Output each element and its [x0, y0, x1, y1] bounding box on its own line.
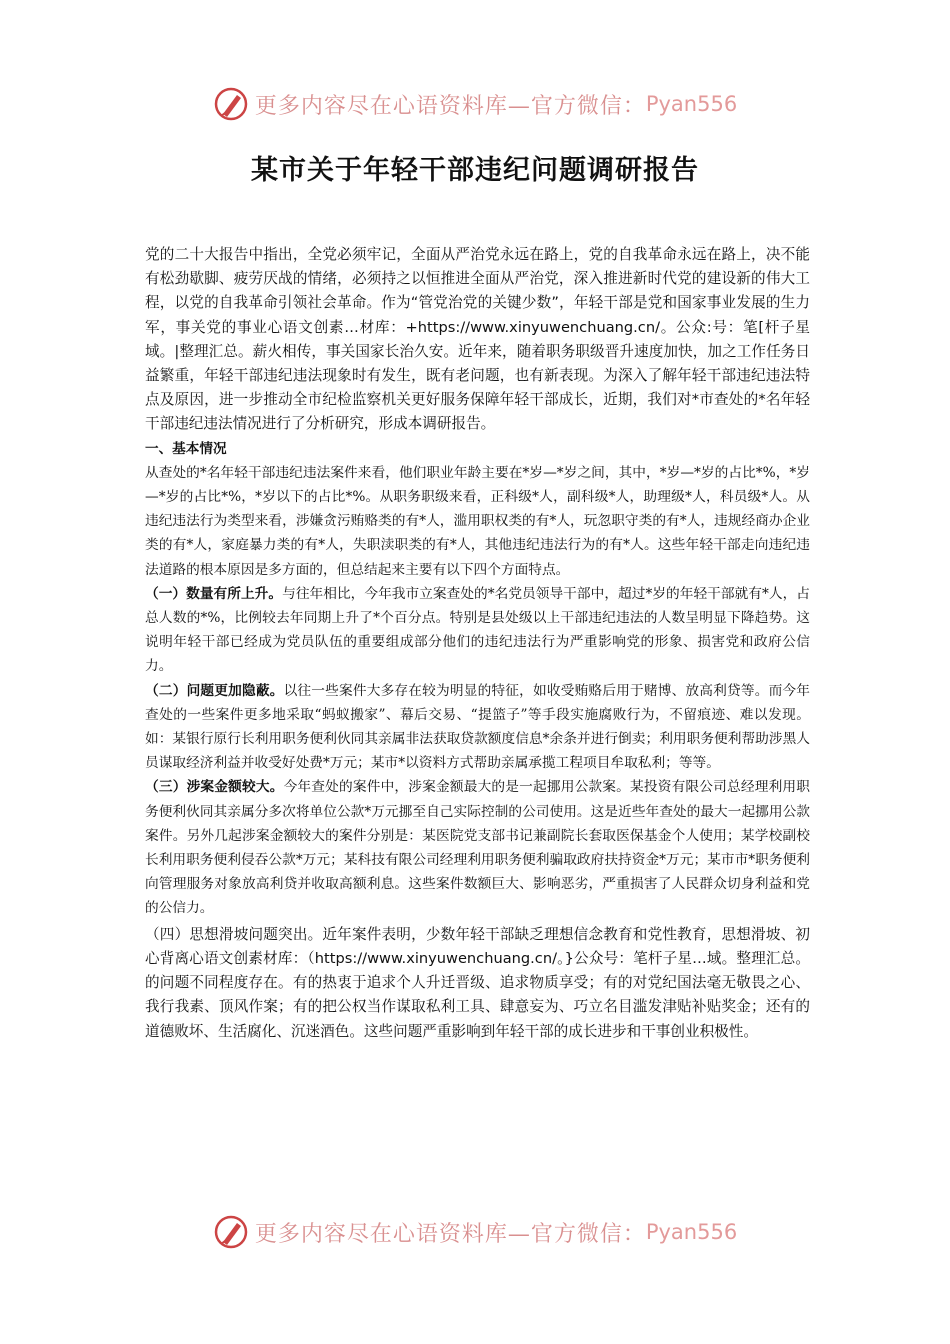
header-watermark-banner [0, 84, 950, 124]
banner-wechat-id: Pyan556 [645, 1220, 738, 1244]
point-one-lead: （一）数量有所上升。 [145, 585, 283, 602]
document-title: 某市关于年轻干部违纪问题调研报告 [251, 155, 699, 186]
point-four-paragraph: （四）思想滑坡问题突出。近年案件表明，少数年轻干部缺乏理想信念教育和党性教育，思想滑坡、初心背离心语文创素材库：（https://www.xinyuwenchuang.cn/。}公众号：笔杆子星…域。整理汇总。的问题不同程度存在。有的热衷于追求个人升迁晋级、追求物质享受；有的对党纪国法毫无敬畏之心、我行我素、顶风作案；有的把公权当作谋取私利工具、肆意妄为、巧立名目滥发津贴补贴奖金；还有的道德败坏、生活腐化、沉迷酒色。这些问题严重影响到年轻干部的成长进步和干事创业积极性。 [145, 925, 810, 1040]
section-basic-paragraph: 从查处的*名年轻干部违纪违法案件来看，他们职业年龄主要在*岁—*岁之间，其中，*岁—*岁的占比*%，*岁—*岁的占比*%，*岁以下的占比*%。从职务职级来看，正科级*人，副科级*人，助理级*人，科员级*人。从违纪违法行为类型来看，涉嫌贪污贿赂类的有*人，滥用职权类的有*人，玩忽职守类的有*人，违规经商办企业类的有*人，家庭暴力类的有*人，失职渎职类的有*人，其他违纪违法行为的有*人。这些年轻干部走向违纪违法道路的根本原因是多方面的，但总结起来主要有以下四个方面特点。 [145, 464, 810, 578]
pen-logo-icon [213, 1214, 249, 1250]
banner-wechat-id: Pyan556 [645, 92, 738, 116]
point-three-lead: （三）涉案金额较大。 [145, 779, 284, 796]
point-one-body: 与往年相比，今年我市立案查处的*名党员领导干部中，超过*岁的年轻干部就有*人，占总人数的*%，比例较去年同期上升了*个百分点。特别是县处级以上干部违纪违法的人数呈明显下降趋势。这说明年轻干部已经成为党员队伍的重要组成部分他们的违纪违法行为严重影响党的形象、损害党和政府公信力。 [145, 585, 810, 675]
point-two-body: 以往一些案件大多存在较为明显的特征，如收受贿赂后用于赌博、放高利贷等。而今年查处的一些案件更多地采取“蚂蚁搬家”、幕后交易、“提篮子”等手段实施腐败行为，不留痕迹、难以发现。如：某银行原行长利用职务便利伙同其亲属非法获取贷款额度信息*余条并进行倒卖；利用职务便利帮助涉黑人员谋取经济利益并收受好处费*万元；某市*以资料方式帮助亲属承揽工程项目牟取私利；等等。 [145, 682, 810, 772]
pen-logo-icon [213, 86, 249, 122]
point-one-paragraph [145, 582, 810, 679]
banner-text: 更多内容尽在心语资料库—官方微信： [254, 1221, 646, 1247]
footer-watermark-banner [0, 1212, 950, 1252]
point-two-lead: （二）问题更加隐蔽。 [145, 682, 284, 699]
banner-text: 更多内容尽在心语资料库—官方微信： [254, 93, 646, 119]
intro-paragraph: 党的二十大报告中指出，全党必须牢记，全面从严治党永远在路上，党的自我革命永远在路上，决不能有松劲歇脚、疲劳厌战的情绪，必须持之以恒推进全面从严治党，深入推进新时代党的建设新的伟大工程，以党的自我革命引领社会革命。作为“管党治党的关键少数”，年轻干部是党和国家事业发展的生力军，事关党的事业心语文创素…材库：+https://www.xinyuwenchuang.cn/。公众:号：笔[杆子星域。|整理汇总。薪火相传，事关国家长治久安。近年来，随着职务职级晋升速度加快，加之工作任务日益繁重，年轻干部违纪违法现象时有发生，既有老问题，也有新表现。为深入了解年轻干部违纪违法特点及原因，进一步推动全市纪检监察机关更好服务保障年轻干部成长，近期，我们对*市查处的*名年轻干部违纪违法情况进行了分析研究，形成本调研报告。 [145, 246, 810, 433]
section-heading-basic: 一、基本情况 [145, 440, 227, 457]
document-body [145, 243, 810, 1044]
point-three-body: 今年查处的案件中，涉案金额最大的是一起挪用公款案。某投资有限公司总经理利用职务便利伙同其亲属分多次将单位公款*万元挪至自己实际控制的公司使用。这是近些年查处的最大一起挪用公款案件。另外几起涉案金额较大的案件分别是：某医院党支部书记兼副院长套取医保基金个人使用；某学校副校长利用职务便利侵吞公款*万元；某科技有限公司经理利用职务便利骗取政府扶持资金*万元；某市市*职务便利向管理服务对象放高利贷并收取高额利息。这些案件数额巨大、影响恶劣，严重损害了人民群众切身利益和党的公信力。 [145, 779, 810, 917]
point-two-paragraph [145, 679, 810, 776]
point-three-paragraph [145, 775, 810, 920]
